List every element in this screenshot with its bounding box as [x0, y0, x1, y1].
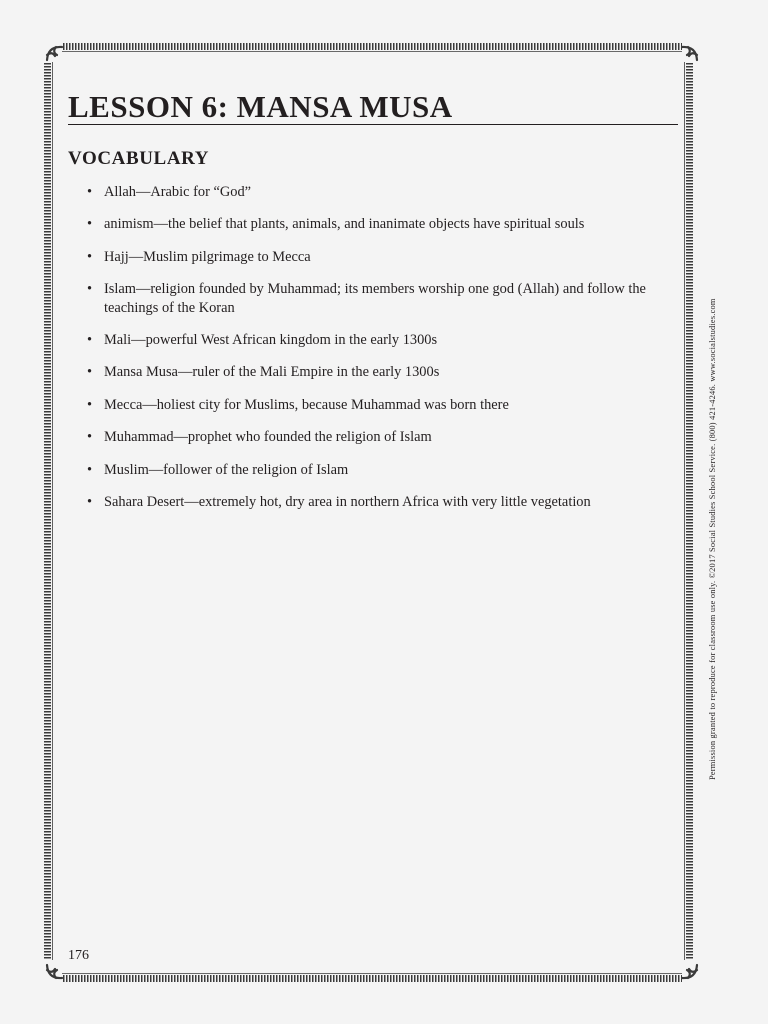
lesson-title: LESSON 6: MANSA MUSA	[68, 89, 453, 124]
vocabulary-list	[104, 183, 674, 525]
vocabulary-item: • Mecca—holiest city for Muslims, because Muhammad was born there	[104, 396, 674, 415]
vocabulary-item: • Hajj—Muslim pilgrimage to Mecca	[104, 248, 674, 267]
title-underline	[68, 124, 678, 125]
vocabulary-item: • Mali—powerful West African kingdom in the early 1300s	[104, 331, 674, 350]
permission-note: Permission granted to reproduce for classroom use only. ©2017 Social Studies School Service. (800) 421-4246. www.socialstudies.com	[708, 298, 717, 780]
vocabulary-item: • Islam—religion founded by Muhammad; its members worship one god (Allah) and follow the teachings of the Koran	[104, 280, 674, 317]
page-number: 176	[68, 948, 89, 963]
vocabulary-item: • Sahara Desert—extremely hot, dry area in northern Africa with very little vegetation	[104, 493, 674, 512]
vocabulary-item: • Muhammad—prophet who founded the religion of Islam	[104, 428, 674, 447]
vocabulary-item: • Allah—Arabic for “God”	[104, 183, 674, 202]
vocabulary-heading: VOCABULARY	[68, 148, 210, 169]
vocabulary-item: • animism—the belief that plants, animals, and inanimate objects have spiritual souls	[104, 215, 674, 234]
vocabulary-item: • Mansa Musa—ruler of the Mali Empire in the early 1300s	[104, 363, 674, 382]
vocabulary-item: • Muslim—follower of the religion of Islam	[104, 461, 674, 480]
